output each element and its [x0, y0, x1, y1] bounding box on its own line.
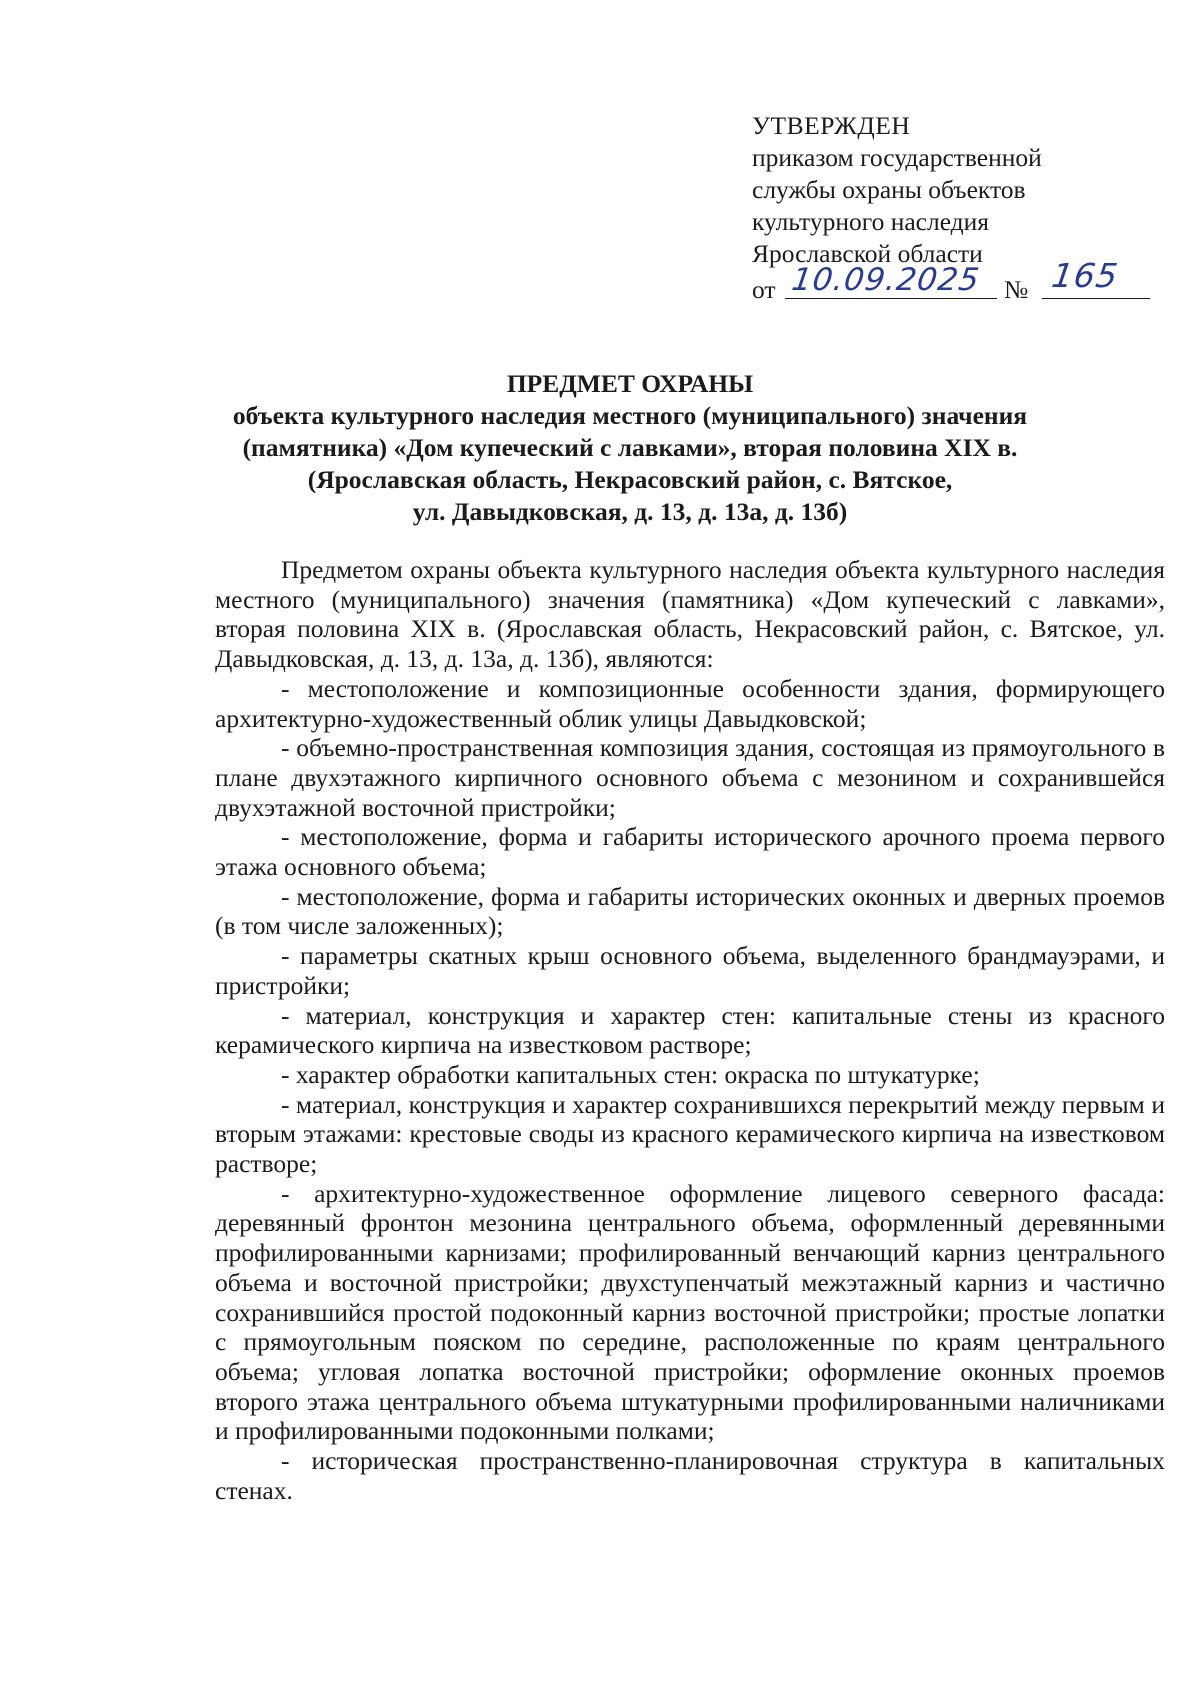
date-prefix: от	[752, 275, 776, 304]
approval-date-line	[752, 256, 1152, 310]
list-item: - архитектурно-художественное оформление лицевого северного фасада: деревянный фронтон мезонина центрального объема, оформленный деревянными профилированными карнизами; профилированный венчающий карниз центрального объема и восточной пристройки; двухступенчатый межэтажный карниз и частично сохранившийся простой подоконный карниз восточной пристройки; простые лопатки с прямоугольным пояском по середине, расположенные по краям центрального объема; угловая лопатка восточной пристройки; оформление оконных проемов второго этажа центрального объема штукатурными профилированными наличниками и профилированными подоконными полками;	[215, 1178, 1165, 1446]
approval-line: Ярославской области	[752, 239, 983, 268]
list-item: - объемно-пространственная композиция здания, состоящая из прямоугольного в плане двухэтажного кирпичного основного объема с мезонином и сохранившейся двухэтажной восточной пристройки;	[215, 733, 1165, 822]
list-item: - местоположение, форма и габариты исторического арочного проема первого этажа основного объема;	[215, 822, 1165, 882]
title-line: ул. Давыдковская, д. 13, д. 13а, д. 13б)	[412, 497, 848, 526]
body-intro: Предметом охраны объекта культурного наследия объекта культурного наследия местного (муниципального) значения (памятника) «Дом купеческий с лавками», вторая половина XIX в. (Ярославская область, Некрасовский район, с. Вятское, ул. Давыдковская, д. 13, д. 13а, д. 13б), являются:	[215, 555, 1165, 674]
title-line: (памятника) «Дом купеческий с лавками», вторая половина XIX в.	[242, 433, 1018, 462]
number-underline	[1042, 298, 1150, 299]
title-line: объекта культурного наследия местного (муниципального) значения	[232, 401, 1028, 430]
approval-block	[752, 110, 1152, 310]
date-underline	[785, 298, 997, 299]
document-title	[190, 368, 1070, 528]
list-item: - местоположение, форма и габариты исторических оконных и дверных проемов (в том числе заложенных);	[215, 881, 1165, 941]
list-item: - параметры скатных крыш основного объема, выделенного брандмауэрами, и пристройки;	[215, 941, 1165, 1000]
title-main: ПРЕДМЕТ ОХРАНЫ	[506, 369, 754, 398]
list-item: - историческая пространственно-планировочная структура в капитальных стенах.	[215, 1446, 1165, 1505]
list-item: - местоположение и композиционные особенности здания, формирующего архитектурно-художественный облик улицы Давыдковской;	[215, 673, 1165, 733]
approval-line: приказом государственной	[752, 143, 1042, 172]
list-item: - материал, конструкция и характер сохранившихся перекрытий между первым и вторым этажами: крестовые своды из красного керамического кирпича на известковом растворе;	[215, 1089, 1165, 1179]
list-item: - материал, конструкция и характер стен: капитальные стены из красного керамического кирпича на известковом растворе;	[215, 1000, 1165, 1060]
approval-line: службы охраны объектов	[752, 175, 1026, 204]
approval-heading: УТВЕРЖДЕН	[752, 111, 911, 140]
title-line: (Ярославская область, Некрасовский район, с. Вятское,	[307, 465, 953, 494]
list-item: - характер обработки капитальных стен: окраска по штукатурке;	[281, 1059, 980, 1089]
document-body	[215, 555, 1165, 1506]
number-sign: №	[1004, 275, 1029, 304]
handwritten-number: 165	[1049, 256, 1121, 295]
approval-line: культурного наследия	[752, 207, 990, 236]
handwritten-date: 10.09.2025	[789, 262, 983, 298]
